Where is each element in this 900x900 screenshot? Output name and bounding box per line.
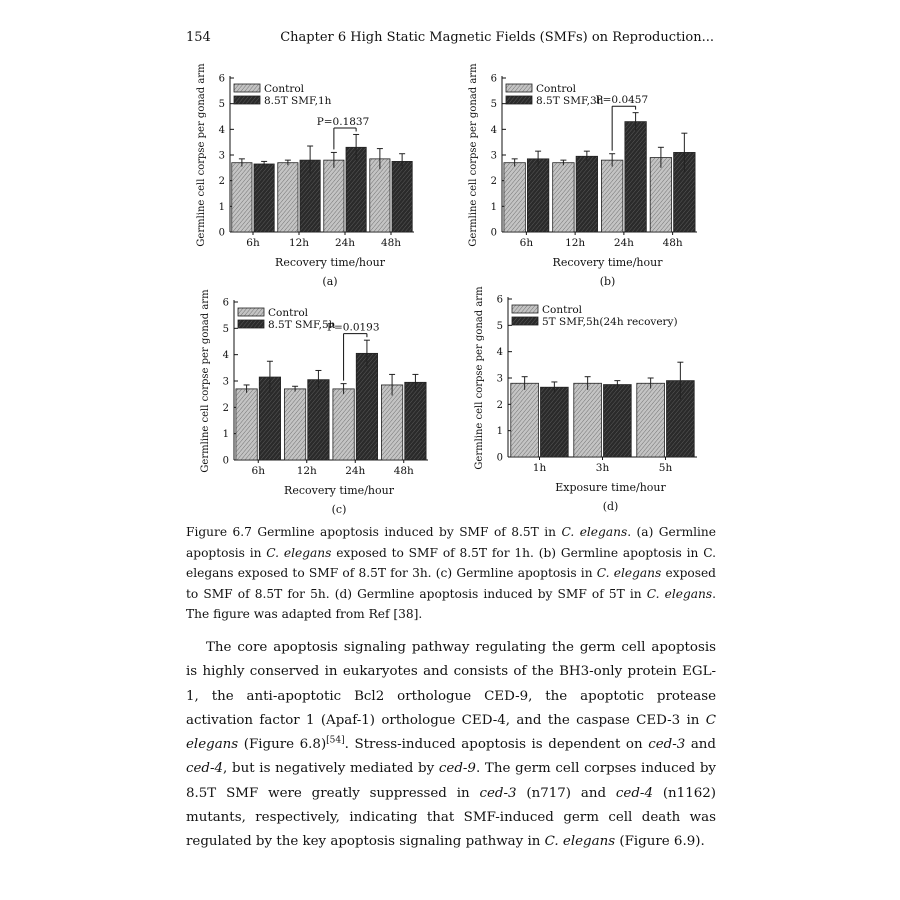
bar-treated (392, 161, 412, 232)
text-run: , but is negatively mediated by (223, 761, 439, 777)
x-tick-label: 3h (595, 462, 610, 474)
y-tick-label: 6 (218, 73, 225, 85)
bar-control (504, 163, 525, 232)
bar-treated (604, 385, 632, 457)
italic-term: C. elegans (646, 586, 713, 601)
text-run: exposed to SMF of 8.5T for 1h. (b) Germline apoptosis in C. elegans exposed to SMF of 8.5T for 3h. (c) Germline apoptosis in (186, 545, 716, 580)
y-tick-label: 1 (218, 201, 225, 213)
y-tick-label: 5 (218, 99, 225, 111)
chart-panel-b (468, 63, 697, 288)
y-tick-label: 0 (218, 227, 225, 239)
x-tick-label: 24h (334, 237, 356, 249)
x-tick-label: 48h (393, 465, 414, 477)
y-axis-label: Germline cell corpse per gonad arm (468, 63, 479, 247)
text-run: (n717) and (516, 785, 616, 801)
legend-label: 8.5T SMF,3h (536, 95, 604, 107)
bar-control (284, 389, 305, 460)
caption-text (186, 522, 716, 625)
body-text (186, 636, 716, 855)
y-tick-label: 1 (496, 426, 503, 438)
legend-swatch (512, 317, 538, 325)
panel-label: (b) (599, 275, 616, 288)
bar-treated (541, 387, 569, 457)
p-value-annotation: P=0.0457 (595, 94, 649, 107)
y-tick-label: 2 (490, 176, 497, 188)
italic-term: ced-3 (479, 785, 517, 801)
y-tick-label: 6 (490, 73, 497, 85)
text-run: . Stress-induced apoptosis is dependent on (344, 737, 649, 753)
legend-swatch (512, 305, 538, 313)
legend-label: 8.5T SMF,5h (268, 319, 336, 331)
y-tick-label: 0 (496, 452, 503, 464)
bar-treated (356, 353, 377, 460)
bar-control (236, 389, 257, 460)
text-run: (Figure 6.8) (238, 737, 327, 753)
bar-control (511, 383, 539, 457)
x-tick-label: 48h (380, 237, 402, 249)
x-tick-label: 24h (345, 465, 366, 477)
text-run: (Figure 6.9). (615, 834, 705, 850)
legend-label: Control (542, 304, 583, 316)
y-tick-label: 4 (496, 347, 503, 359)
bar-control (370, 159, 390, 232)
bar-treated (254, 164, 274, 232)
y-tick-label: 2 (496, 399, 503, 411)
x-tick-label: 1h (532, 462, 547, 474)
y-tick-label: 2 (218, 176, 225, 188)
legend-label: Control (536, 83, 577, 95)
x-axis-label: Recovery time/hour (552, 256, 663, 269)
p-value-annotation: P=0.1837 (316, 116, 370, 129)
running-title: Chapter 6 High Static Magnetic Fields (SMFs) on Reproduction... (280, 30, 714, 45)
text-run: . (a) Germline apoptosis in (186, 525, 716, 560)
y-tick-label: 4 (490, 124, 497, 136)
text-run: . The germ cell corpses induced by 8.5T SMF were greatly suppressed in (186, 761, 716, 801)
text-run: The core apoptosis signaling pathway regulating the germ cell apoptosis is highly conserved in eukaryotes and consists of the BH3-only protein EGL-1, the anti-apoptotic Bcl2 orthologue CED-9, the apoptotic protease activation factor 1 (Apaf-1) orthologue CED-4, and the caspase CED-3 in (186, 640, 716, 728)
italic-term: ced-4 (186, 761, 224, 777)
y-tick-label: 2 (222, 402, 229, 414)
bar-control (333, 389, 354, 460)
text-run: exposed to SMF of 8.5T for 5h. (d) Germline apoptosis induced by SMF of 5T in (186, 566, 716, 601)
bar-control (601, 160, 622, 232)
text-run: Figure 6.7 Germline apoptosis induced by SMF of 8.5T in (186, 525, 562, 539)
legend-label: 5T SMF,5h(24h recovery) (542, 316, 678, 328)
panel-label: (d) (602, 500, 619, 513)
text-run: (n1162) mutants, respectively, indicating that SMF-induced germ cell death was regulated by the key apoptosis signaling pathway in (186, 785, 716, 850)
bar-control (324, 160, 344, 232)
legend-swatch (506, 96, 532, 104)
chart-panel-d (474, 286, 697, 513)
y-axis-label: Germline cell corpse per gonad arm (200, 289, 211, 473)
italic-term: C. elegans (266, 545, 332, 560)
x-axis-label: Recovery time/hour (275, 256, 385, 269)
y-tick-label: 6 (222, 297, 229, 309)
bar-treated (405, 382, 426, 460)
page-number: 154 (186, 30, 211, 45)
italic-term: ced-3 (648, 737, 686, 753)
italic-term: C. elegans (561, 525, 628, 539)
x-tick-label: 6h (251, 465, 265, 477)
chart-panel-c (200, 289, 428, 516)
y-tick-label: 1 (222, 429, 229, 441)
citation-ref: [54] (326, 735, 345, 746)
bar-control (381, 385, 402, 460)
x-tick-label: 6h (246, 237, 260, 249)
panel-label: (a) (322, 275, 338, 288)
text-run: and (685, 737, 716, 753)
bar-treated (576, 156, 597, 232)
legend-swatch (234, 96, 260, 104)
y-tick-label: 4 (222, 350, 229, 362)
x-axis-label: Recovery time/hour (284, 484, 394, 497)
legend-swatch (506, 84, 532, 92)
bar-control (650, 158, 671, 232)
figure-caption (186, 522, 716, 625)
y-tick-label: 6 (496, 294, 503, 306)
legend-label: 8.5T SMF,1h (264, 95, 332, 107)
body-paragraph (186, 636, 716, 855)
x-tick-label: 6h (519, 237, 534, 249)
y-axis-label: Germline cell corpse per gonad arm (474, 286, 485, 470)
bar-control (553, 163, 574, 232)
bar-control (574, 383, 602, 457)
y-tick-label: 5 (496, 320, 503, 332)
bar-control (232, 163, 252, 232)
y-tick-label: 3 (496, 373, 503, 385)
bar-treated (527, 159, 548, 232)
italic-term: C. elegans (544, 834, 616, 850)
x-tick-label: 12h (565, 237, 586, 249)
legend-swatch (238, 320, 264, 328)
italic-term: ced-9 (438, 761, 476, 777)
panel-label: (c) (331, 503, 347, 516)
legend-label: Control (268, 307, 309, 319)
x-axis-label: Exposure time/hour (555, 481, 666, 494)
x-tick-label: 48h (662, 237, 683, 249)
y-tick-label: 3 (490, 150, 497, 162)
bar-control (278, 163, 298, 232)
italic-term: C. elegans (596, 566, 662, 580)
y-tick-label: 0 (222, 455, 229, 467)
legend-swatch (234, 84, 260, 92)
bar-treated (308, 380, 329, 460)
italic-term: ced-4 (615, 785, 653, 801)
x-tick-label: 24h (613, 237, 634, 249)
y-tick-label: 0 (490, 227, 497, 239)
x-tick-label: 12h (288, 237, 310, 249)
y-tick-label: 3 (218, 150, 225, 162)
y-tick-label: 5 (222, 323, 229, 335)
y-tick-label: 1 (490, 201, 497, 213)
y-tick-label: 3 (222, 376, 229, 388)
legend-swatch (238, 308, 264, 316)
bar-control (637, 383, 665, 457)
y-tick-label: 5 (490, 99, 497, 111)
x-tick-label: 12h (296, 465, 317, 477)
text-run: . The figure was adapted from Ref [38]. (186, 586, 716, 621)
italic-term: C elegans (186, 712, 716, 753)
bar-treated (625, 122, 646, 232)
y-axis-label: Germline cell corpse per gonad arm (196, 63, 207, 247)
chart-panel-a (196, 63, 414, 288)
legend-label: Control (264, 83, 305, 95)
p-value-annotation: P=0.0193 (326, 321, 380, 334)
x-tick-label: 5h (658, 462, 673, 474)
y-tick-label: 4 (218, 124, 225, 136)
